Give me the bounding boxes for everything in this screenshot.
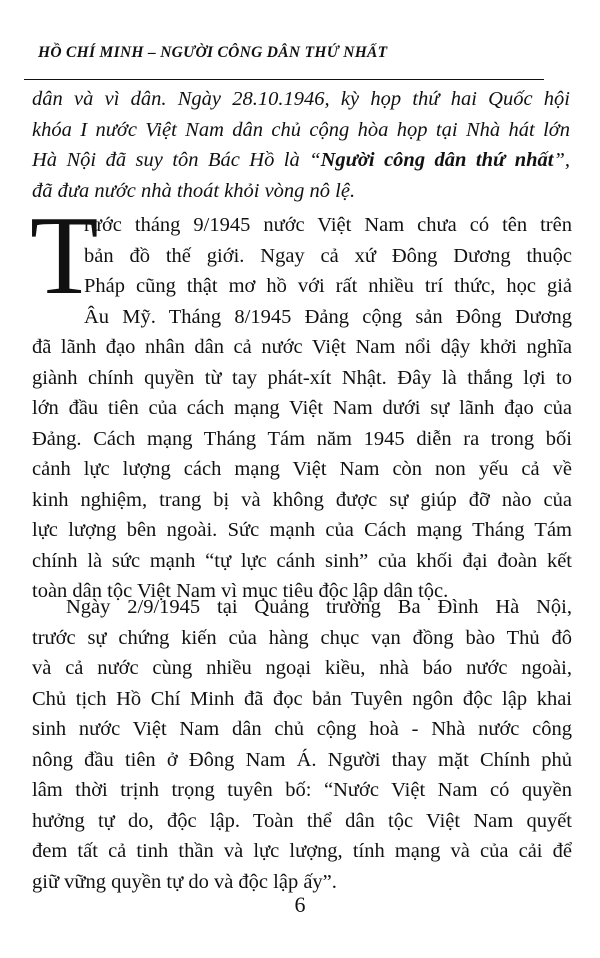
text-line: Ngày 2/9/1945 tại Quảng trường Ba Đình Hà Nội, [66, 596, 572, 618]
text-line: kinh nghiệm, trang bị và không được sự giúp đỡ nào của [32, 488, 572, 511]
text-line: Pháp cũng thật mơ hồ với rất nhiều trí thức, học giả [84, 275, 572, 297]
emphasis-title: Người công dân thứ nhất [320, 149, 554, 171]
text-line: cảnh lực lượng cách mạng Việt Nam còn non yếu cả về [32, 458, 572, 480]
intro-line: đã đưa nước nhà thoát khỏi vòng nô lệ. [32, 179, 356, 202]
text-line: lớn đầu tiên của cách mạng Việt Nam dưới sự lãnh đạo của [32, 397, 572, 419]
body-paragraph-1 [30, 194, 572, 607]
text-line: toàn dân tộc Việt Nam vì mục tiêu độc lập dân tộc. [32, 580, 449, 602]
text-line: đem tất cả tinh thần và lực lượng, tính mạng và của cải để [32, 840, 572, 862]
intro-line-text: ”, [553, 149, 570, 171]
text-line: nông đầu tiên ở Đông Nam Á. Người thay mặt Chính phủ [32, 748, 572, 771]
running-header: HỒ CHÍ MINH – NGƯỜI CÔNG DÂN THỨ NHẤT [38, 44, 388, 61]
intro-line-with-emphasis [32, 145, 570, 176]
text-line: chính là sức mạnh “tự lực cánh sinh” của khối đại đoàn kết [32, 549, 572, 572]
intro-line: dân và vì dân. Ngày 28.10.1946, kỳ họp thứ hai Quốc hội [32, 88, 570, 110]
drop-cap: T [30, 194, 99, 318]
intro-line: khóa I nước Việt Nam dân chủ cộng hòa họp tại Nhà hát lớn [32, 118, 570, 141]
text-line: trước sự chứng kiến của hàng chục vạn đồng bào Thủ đô [32, 626, 572, 649]
text-line: giữ vững quyền tự do và độc lập ấy”. [32, 870, 337, 893]
text-line: Chủ tịch Hồ Chí Minh đã đọc bản Tuyên ngôn độc lập khai [32, 687, 572, 710]
intro-paragraph [32, 84, 570, 206]
header-rule [24, 79, 544, 80]
text-line: và cả nước cùng nhiều ngoại kiều, nhà báo nước ngoài, [32, 657, 572, 679]
text-line: sinh nước Việt Nam dân chủ cộng hoà - Nhà nước công [32, 718, 572, 740]
text-line: giành chính quyền từ tay phát-xít Nhật. Đây là thắng lợi to [32, 366, 572, 389]
text-line: bản đồ thế giới. Ngay cả xứ Đông Dương thuộc [84, 244, 572, 267]
body-paragraph-2 [32, 592, 572, 897]
text-line: Âu Mỹ. Tháng 8/1945 Đảng cộng sản Đông Dương [84, 305, 572, 328]
text-line: đã lãnh đạo nhân dân cả nước Việt Nam nổi dậy khởi nghĩa [32, 336, 572, 358]
text-line: lực lượng bên ngoài. Sức mạnh của Cách mạng Tháng Tám [32, 519, 572, 541]
text-line: Đảng. Cách mạng Tháng Tám năm 1945 diễn ra trong bối [32, 427, 572, 450]
text-line: lâm thời trịnh trọng tuyên bố: “Nước Việt Nam có quyền [32, 779, 572, 801]
text-line: rước tháng 9/1945 nước Việt Nam chưa có tên trên [84, 214, 572, 236]
page-number: 6 [294, 892, 306, 917]
text-line: hưởng tự do, độc lập. Toàn thể dân tộc Việt Nam quyết [32, 809, 572, 832]
intro-line-text: Hà Nội đã suy tôn Bác Hồ là “ [32, 149, 321, 171]
